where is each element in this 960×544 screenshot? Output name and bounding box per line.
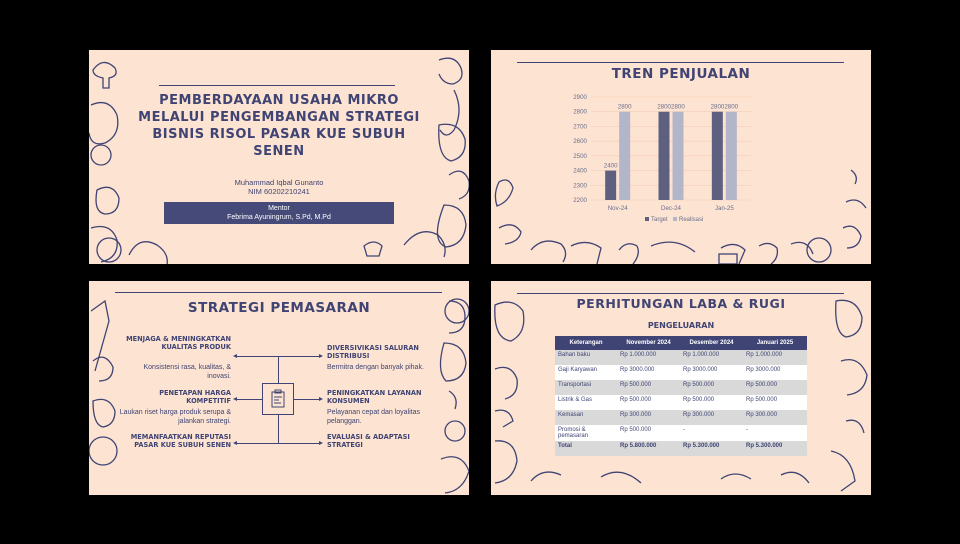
y-tick-label: 2300 (573, 182, 587, 190)
bar-target (605, 171, 616, 200)
author-name: Muhammad Iqbal Gunanto (234, 178, 324, 187)
title-underline (517, 293, 844, 294)
legend-swatch (673, 217, 677, 221)
y-tick-label: 2700 (573, 123, 587, 131)
table-row (555, 380, 807, 395)
mentor-label: Mentor (268, 205, 290, 212)
column-header: Keterangan (555, 336, 617, 350)
arrow-left-icon (233, 354, 237, 358)
table-cell: - (680, 425, 743, 441)
arrow-left-icon (233, 397, 237, 401)
title-underline (517, 62, 844, 63)
slide-heading: STRATEGI PEMASARAN (187, 300, 371, 316)
bar-realisasi (673, 112, 684, 200)
arrow-right-icon (319, 397, 323, 401)
table-cell: Rp 300.000 (617, 410, 680, 425)
table-total-row (555, 441, 807, 456)
strategy-heading-3: MEMANFAATKAN REPUTASI PASAR KUE SUBUH SENEN (130, 433, 231, 449)
table-cell: Rp 500.000 (680, 395, 743, 410)
table-subtitle: PENGELUARAN (647, 321, 715, 330)
legend-swatch (645, 217, 649, 221)
table-cell: Rp 500.000 (743, 395, 807, 410)
table-cell: Rp 5.300.000 (680, 441, 743, 456)
slide-heading: PERHITUNGAN LABA & RUGI (576, 296, 786, 311)
table-cell: Rp 1.000.000 (743, 350, 807, 365)
table-cell: Listrik & Gas (555, 395, 617, 410)
connector-bottom (237, 443, 319, 444)
column-header: Januari 2025 (743, 336, 807, 350)
legend-label: Target (651, 217, 668, 223)
sales-bar-chart (561, 90, 761, 264)
y-tick-label: 2600 (573, 138, 587, 146)
y-tick-label: 2200 (573, 197, 587, 204)
table-cell: Rp 300.000 (680, 410, 743, 425)
student-id: NIM 60202210241 (248, 187, 310, 196)
table-cell: Rp 5.300.000 (743, 441, 807, 456)
table-cell: Transportasi (555, 380, 617, 395)
strategy-heading-5: PENINGKATKAN LAYANAN KONSUMEN (327, 389, 422, 405)
strategy-desc-1: Konsistensi rasa, kualitas, & inovasi. (143, 364, 231, 380)
x-tick-label: Jan-25 (714, 205, 734, 212)
data-label: 28002800 (710, 103, 739, 111)
data-label: 2800 (617, 103, 632, 111)
mentor-box (164, 202, 394, 224)
table-row (555, 350, 807, 365)
strategy-heading-2: PENETAPAN HARGA KOMPETITIF (159, 389, 231, 405)
strategy-heading-1: MENJAGA & MENINGKATKAN KUALITAS PRODUK (126, 335, 231, 351)
table-cell: Rp 3000.000 (743, 365, 807, 380)
table-cell: Total (555, 441, 617, 456)
arrow-right-icon (319, 441, 323, 445)
table-cell: Rp 1.000.000 (680, 350, 743, 365)
clipboard-chart-icon (263, 384, 293, 414)
table-row (555, 410, 807, 425)
arrow-right-icon (319, 354, 323, 358)
bar-realisasi (726, 112, 737, 200)
table-cell: Rp 500.000 (617, 395, 680, 410)
strategy-hub-box (262, 383, 294, 415)
expense-table (555, 336, 807, 456)
table-cell: Rp 1.000.000 (617, 350, 680, 365)
strategy-desc-5: Pelayanan cepat dan loyalitas pelanggan. (327, 409, 421, 425)
data-label: 2400 (603, 162, 618, 170)
table-cell: Gaji Karyawan (555, 365, 617, 380)
table-row (555, 425, 807, 441)
title-underline (159, 85, 395, 86)
presentation-title: PEMBERDAYAAN USAHA MIKRO MELALUI PENGEMBANGAN STRATEGI BISNIS RISOL PASAR KUE SUBUH SENEN (138, 93, 420, 159)
table-cell: Rp 3000.000 (617, 365, 680, 380)
table-row (555, 395, 807, 410)
y-tick-label: 2400 (573, 167, 587, 175)
bar-realisasi (619, 112, 630, 200)
table-cell: Rp 3000.000 (680, 365, 743, 380)
y-tick-label: 2500 (573, 152, 587, 160)
table-cell: Bahan baku (555, 350, 617, 365)
y-tick-label: 2900 (573, 94, 587, 101)
table-cell: Rp 5.800.000 (617, 441, 680, 456)
strategy-heading-6: EVALUASI & ADAPTASI STRATEGI (327, 433, 410, 449)
slide-profit-loss[interactable] (491, 281, 871, 495)
bar-target (659, 112, 670, 200)
slide-sales-trend[interactable] (491, 50, 871, 264)
x-tick-label: Dec-24 (661, 205, 681, 212)
table-cell: Rp 500.000 (617, 380, 680, 395)
bar-target (712, 112, 723, 200)
strategy-desc-4: Bermitra dengan banyak pihak. (327, 364, 424, 371)
strategy-heading-4: DIVERSIVIKASI SALURAN DISTRIBUSI (327, 344, 419, 360)
column-header: Desember 2024 (680, 336, 743, 350)
table-cell: Rp 500.000 (680, 380, 743, 395)
slide-title[interactable] (89, 50, 469, 264)
arrow-left-icon (233, 441, 237, 445)
table-cell: Promosi & pemasaran (555, 425, 617, 441)
table-cell: Kemasan (555, 410, 617, 425)
table-cell: Rp 300.000 (743, 410, 807, 425)
slide-heading: TREN PENJUALAN (611, 66, 751, 82)
data-label: 28002800 (657, 103, 685, 111)
table-cell: - (743, 425, 807, 441)
strategy-desc-2: Laukan riset harga produk serupa & jalankan strategi. (119, 409, 231, 425)
title-underline (115, 292, 442, 293)
table-header-row (555, 336, 807, 350)
table-cell: Rp 500.000 (617, 425, 680, 441)
table-cell: Rp 500.000 (743, 380, 807, 395)
legend-label: Realisasi (679, 217, 704, 223)
column-header: November 2024 (617, 336, 680, 350)
slide-marketing-strategy[interactable] (89, 281, 469, 495)
table-row (555, 365, 807, 380)
x-tick-label: Nov-24 (607, 205, 628, 212)
mentor-name: Febrima Ayuningrum, S.Pd, M.Pd (227, 214, 331, 221)
y-tick-label: 2800 (573, 108, 587, 116)
